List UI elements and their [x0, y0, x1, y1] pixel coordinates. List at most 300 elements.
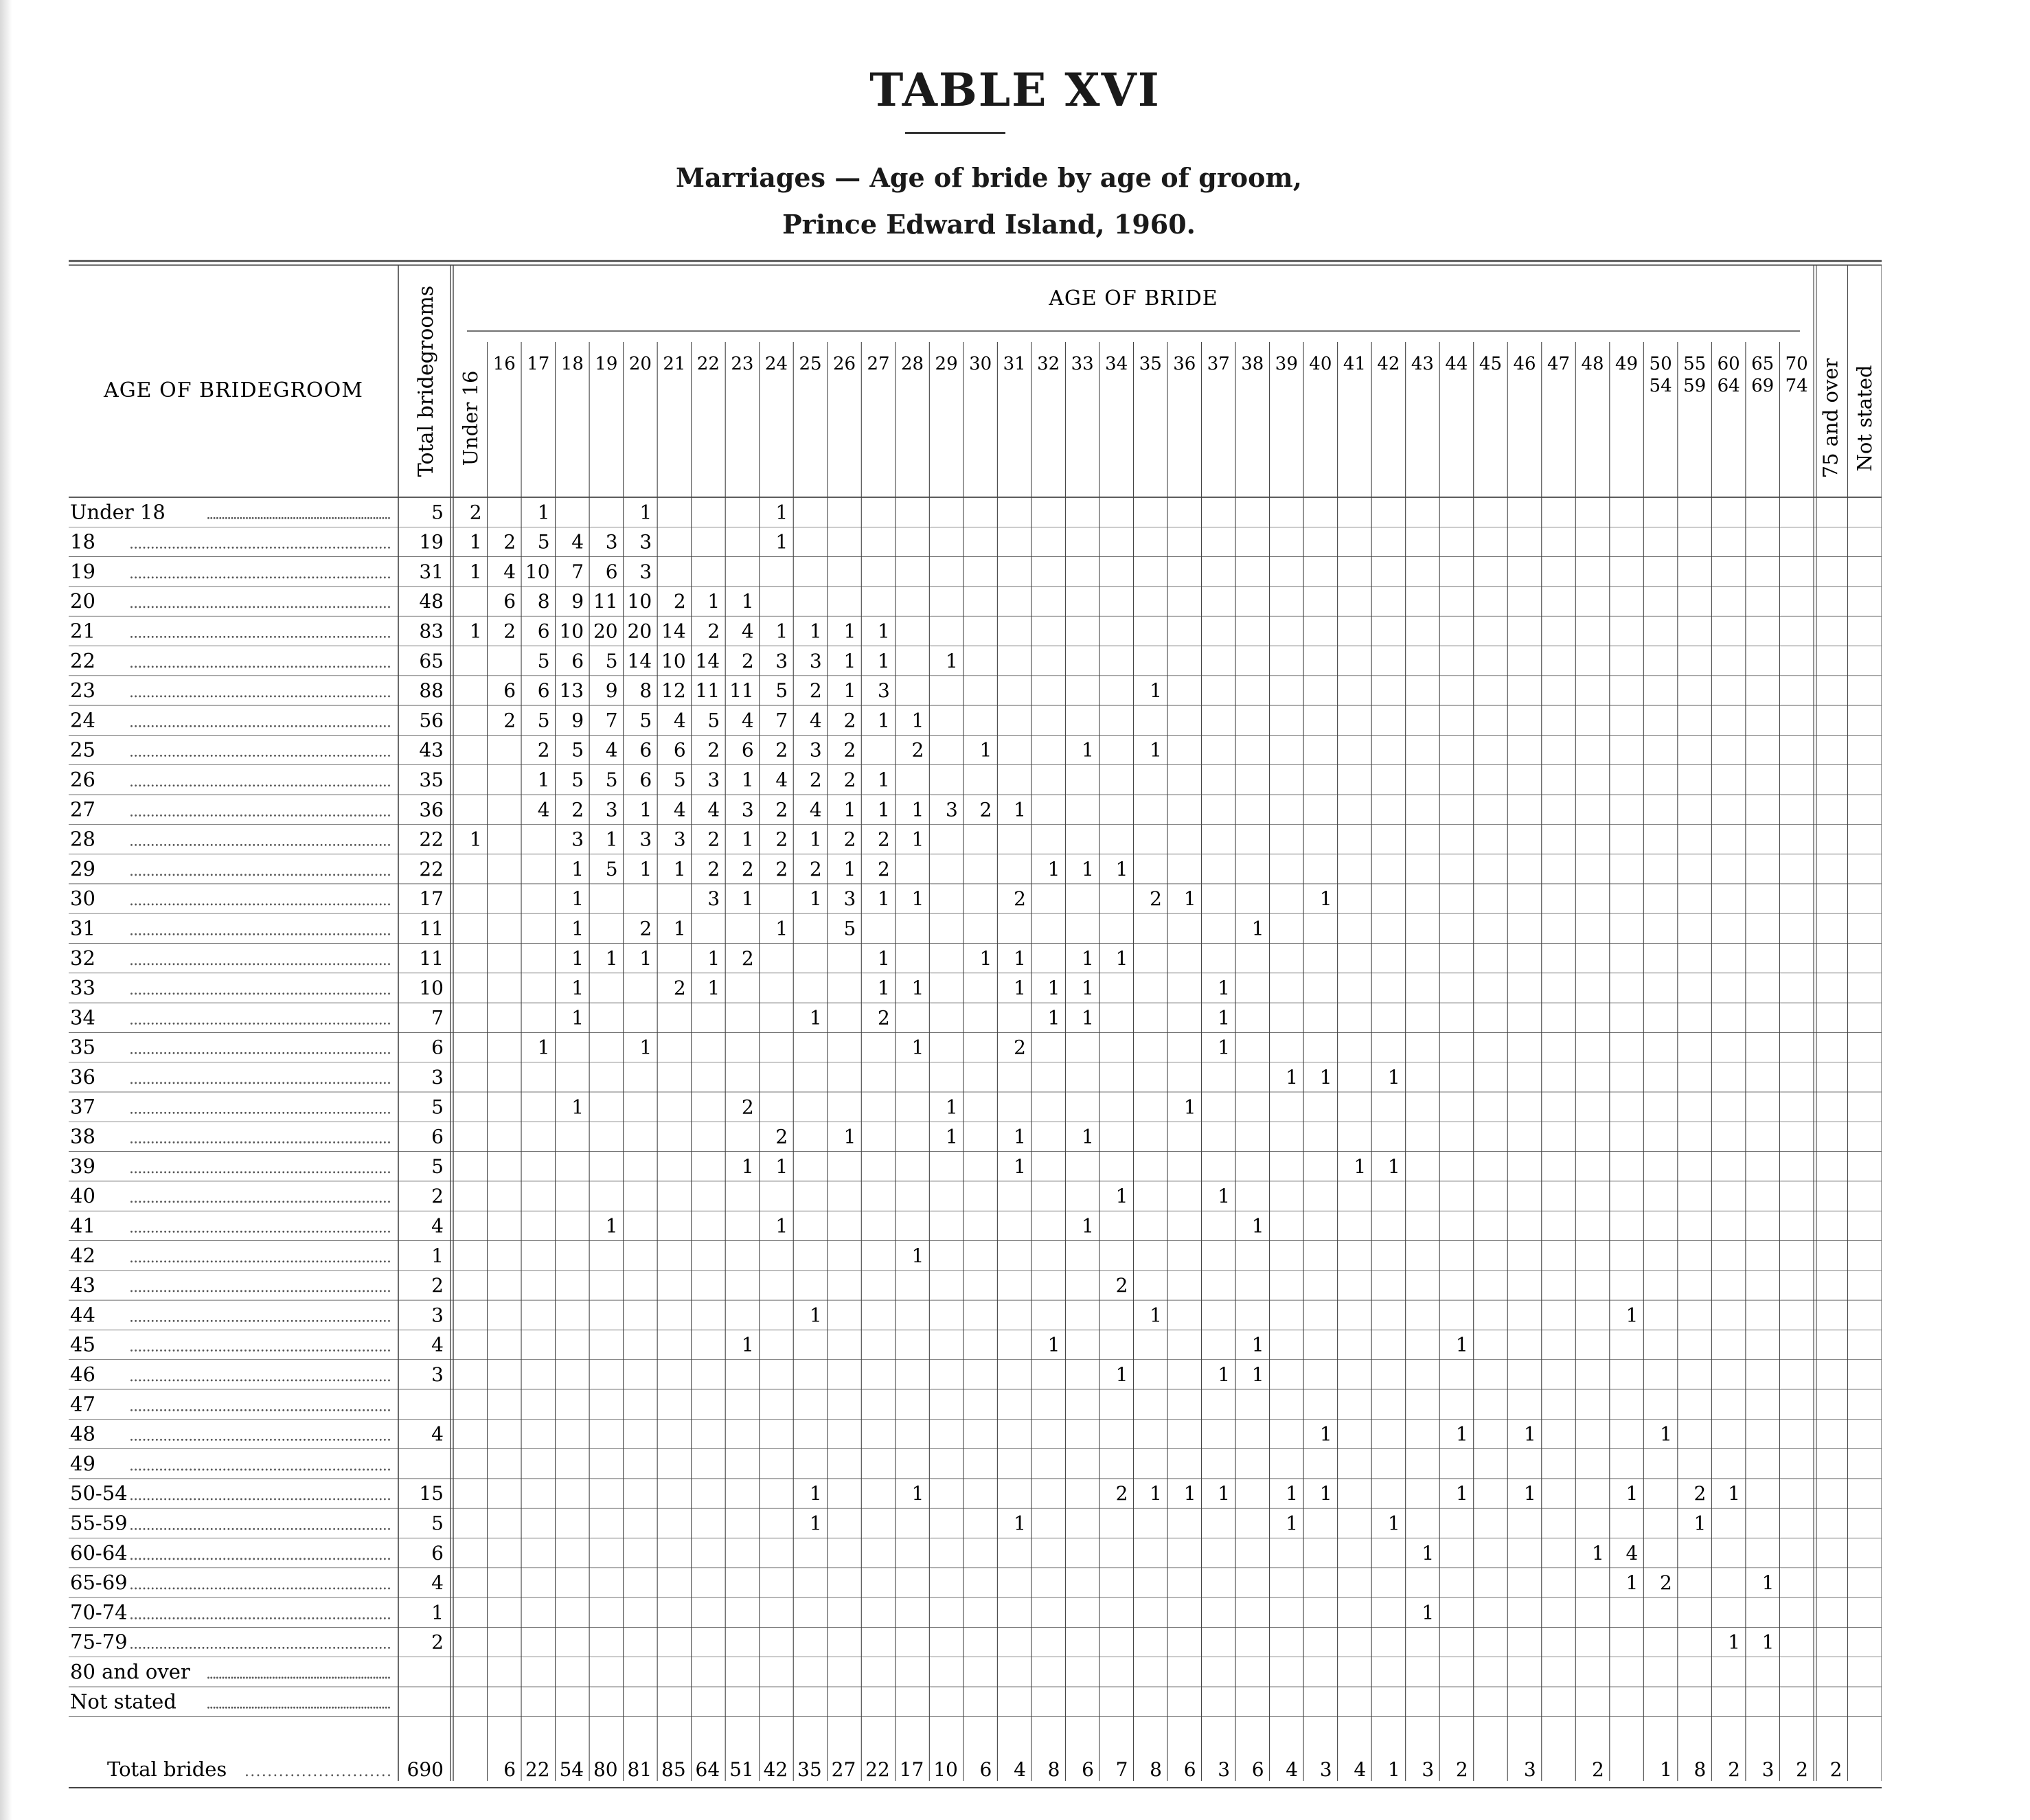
table-cell-value: 4 — [741, 619, 754, 643]
table-cell-value: 2 — [503, 709, 516, 732]
grand-total: 690 — [407, 1758, 444, 1781]
row-label: 31 — [70, 916, 95, 940]
totals-label: Total brides — [107, 1758, 227, 1781]
row-label: 23 — [70, 679, 95, 703]
table-cell-value: 2 — [503, 530, 516, 554]
table-cell-value: 2 — [775, 857, 788, 880]
leader-dots: .............................................................. — [129, 1516, 391, 1534]
total-brides-value: 54 — [559, 1758, 584, 1781]
table-cell-value: 4 — [673, 709, 686, 732]
table-cell-value: 5 — [571, 738, 584, 762]
leader-dots: .............................................................. — [129, 714, 391, 731]
row-label: 75-79 — [70, 1630, 128, 1654]
table-cell-value: 5 — [537, 709, 550, 732]
row-total-bridegrooms: 4 — [431, 1333, 444, 1356]
table-cell-value: 2 — [979, 798, 992, 821]
leader-dots: .............................................................. — [129, 803, 391, 821]
table-cell-value: 1 — [877, 769, 890, 791]
row-total-bridegrooms: 22 — [419, 857, 444, 880]
row-label: 49 — [70, 1451, 95, 1475]
table-cell-value: 4 — [1626, 1541, 1639, 1565]
leader-dots: .......................... — [244, 1763, 391, 1780]
table-cell-value: 2 — [469, 501, 482, 524]
bride-column-header: 49 — [1615, 354, 1639, 374]
row-label: 18 — [70, 530, 95, 554]
table-cell-value: 1 — [911, 887, 924, 911]
row-label: Under 18 — [70, 500, 166, 524]
table-cell-value: 6 — [537, 619, 550, 643]
table-cell-value: 1 — [1387, 1066, 1400, 1089]
row-total-bridegrooms: 2 — [431, 1630, 444, 1654]
bride-column-header: Under 16 — [458, 370, 482, 466]
table-cell-value: 1 — [911, 828, 924, 851]
table-cell-value: 1 — [1319, 1066, 1332, 1089]
row-label: 30 — [70, 887, 95, 911]
table-cell-value: 1 — [809, 828, 822, 851]
table-cell-value: 1 — [1047, 977, 1060, 1000]
table-cell-value: 1 — [741, 769, 754, 791]
total-brides-value: 81 — [627, 1758, 652, 1781]
marriages-table-grid — [69, 260, 1882, 1798]
bride-column-header: 16 — [492, 354, 516, 374]
table-cell-value: 1 — [877, 798, 890, 821]
table-cell-value: 3 — [843, 887, 856, 911]
table-cell-value: 5 — [605, 649, 618, 672]
table-cell-value: 6 — [503, 590, 516, 613]
total-brides-value: 8 — [1693, 1758, 1707, 1781]
table-cell-value: 1 — [1082, 1006, 1094, 1030]
row-total-bridegrooms: 3 — [431, 1304, 444, 1327]
table-cell-value: 8 — [537, 590, 550, 613]
table-cell-value: 1 — [639, 798, 652, 821]
total-brides-value: 64 — [695, 1758, 720, 1781]
table-cell-value: 3 — [707, 769, 720, 791]
table-cell-value: 5 — [605, 769, 618, 791]
table-cell-value: 1 — [1761, 1571, 1775, 1595]
age-of-bride-header: AGE OF BRIDE — [1049, 286, 1218, 310]
table-cell-value: 1 — [1115, 1363, 1128, 1386]
table-cell-value: 1 — [571, 1095, 584, 1119]
leader-dots: .............................................................. — [129, 743, 391, 761]
leader-dots: .............................................................. — [129, 684, 391, 702]
table-cell-value: 3 — [741, 798, 754, 821]
table-cell-value: 1 — [469, 560, 482, 583]
table-cell-value: 1 — [1319, 887, 1332, 911]
table-cell-value: 4 — [605, 738, 618, 762]
table-cell-value: 2 — [775, 738, 788, 762]
table-cell-value: 1 — [775, 619, 788, 643]
total-bridegrooms-header: Total bridegrooms — [414, 285, 438, 477]
row-label: 21 — [70, 619, 95, 643]
table-cell-value: 2 — [1115, 1274, 1128, 1297]
table-cell-value: 1 — [707, 590, 720, 613]
row-label: 20 — [70, 589, 95, 613]
row-total-bridegrooms: 5 — [431, 1095, 444, 1119]
leader-dots: .............................................................. — [129, 1190, 391, 1207]
row-label: 29 — [70, 856, 95, 880]
table-cell-value: 1 — [1014, 977, 1026, 1000]
table-cell-value: 1 — [979, 738, 992, 762]
bride-column-header: 21 — [663, 354, 686, 374]
bride-column-header: 60 — [1717, 354, 1740, 374]
table-cell-value: 5 — [537, 530, 550, 554]
row-total-bridegrooms: 19 — [419, 530, 444, 554]
table-cell-value: 10 — [559, 619, 584, 643]
table-cell-value: 2 — [673, 590, 686, 613]
table-subtitle-line-1: Marriages — Age of bride by age of groom, — [676, 162, 1302, 193]
bride-column-header: 24 — [764, 354, 788, 374]
table-cell-value: 1 — [877, 977, 890, 1000]
stub-header: AGE OF BRIDEGROOM — [104, 378, 363, 402]
row-label: 22 — [70, 648, 95, 672]
table-cell-value: 1 — [1183, 1482, 1196, 1505]
table-cell-value: 1 — [809, 887, 822, 911]
table-cell-value: 1 — [1286, 1066, 1299, 1089]
table-cell-value: 1 — [673, 917, 686, 940]
table-cell-value: 1 — [809, 1304, 822, 1327]
table-cell-value: 1 — [1115, 946, 1128, 970]
table-cell-value: 3 — [639, 530, 652, 554]
row-total-bridegrooms: 4 — [431, 1571, 444, 1595]
table-cell-value: 2 — [877, 828, 890, 851]
table-cell-value: 1 — [809, 1482, 822, 1505]
table-cell-value: 4 — [809, 798, 822, 821]
row-total-bridegrooms: 17 — [419, 887, 444, 911]
table-cell-value: 3 — [639, 828, 652, 851]
table-cell-value: 1 — [571, 946, 584, 970]
bride-column-header: 22 — [696, 354, 720, 374]
table-cell-value: 1 — [1150, 738, 1162, 762]
total-brides-value: 4 — [1354, 1758, 1367, 1781]
bride-column-header-range-end: 54 — [1649, 376, 1672, 396]
leader-dots: .............................................................. — [129, 1040, 391, 1058]
row-label: 27 — [70, 797, 95, 821]
row-total-bridegrooms: 88 — [419, 679, 444, 703]
table-cell-value: 1 — [1082, 738, 1094, 762]
bride-column-header-range-end: 74 — [1785, 376, 1808, 396]
row-label: 26 — [70, 768, 95, 791]
table-cell-value: 1 — [843, 857, 856, 880]
bride-column-header: 65 — [1751, 354, 1775, 374]
table-cell-value: 9 — [571, 709, 584, 732]
table-cell-value: 1 — [1218, 1482, 1231, 1505]
leader-dots: .............................................................. — [129, 1308, 391, 1326]
leader-dots: .............................................................. — [206, 1695, 392, 1713]
table-cell-value: 1 — [1082, 977, 1094, 1000]
total-brides-value: 35 — [797, 1758, 822, 1781]
table-cell-value: 1 — [1387, 1512, 1400, 1535]
table-cell-value: 1 — [1183, 1095, 1196, 1119]
table-cell-value: 4 — [537, 798, 550, 821]
leader-dots: .............................................................. — [129, 1159, 391, 1177]
table-cell-value: 2 — [1150, 887, 1162, 911]
total-brides-value: 1 — [1387, 1758, 1400, 1781]
table-cell-value: 1 — [1422, 1541, 1435, 1565]
table-cell-value: 1 — [1047, 1006, 1060, 1030]
table-cell-value: 20 — [627, 619, 652, 643]
page-edge-shadow — [0, 0, 12, 1820]
table-cell-value: 2 — [639, 917, 652, 940]
row-label: 35 — [70, 1035, 95, 1059]
row-total-bridegrooms: 15 — [419, 1482, 444, 1505]
table-cell-value: 1 — [877, 887, 890, 911]
table-cell-value: 2 — [741, 649, 754, 672]
table-cell-value: 1 — [1047, 857, 1060, 880]
table-cell-value: 1 — [1014, 946, 1026, 970]
row-label: 43 — [70, 1273, 95, 1297]
total-brides-value: 80 — [593, 1758, 618, 1781]
table-cell-value: 1 — [946, 1095, 958, 1119]
row-total-bridegrooms: 31 — [419, 560, 444, 583]
row-total-bridegrooms: 11 — [419, 917, 444, 940]
leader-dots: .............................................................. — [129, 1100, 391, 1118]
table-cell-value: 1 — [571, 887, 584, 911]
table-cell-value: 1 — [1319, 1482, 1332, 1505]
total-brides-value: 3 — [1218, 1758, 1231, 1781]
table-cell-value: 2 — [843, 738, 856, 762]
bride-column-header: 48 — [1581, 354, 1604, 374]
row-label: 48 — [70, 1422, 95, 1446]
row-total-bridegrooms: 3 — [431, 1363, 444, 1386]
row-total-bridegrooms: 5 — [431, 1512, 444, 1535]
row-label: 25 — [70, 738, 95, 762]
table-cell-value: 2 — [503, 619, 516, 643]
table-cell-value: 1 — [843, 679, 856, 703]
table-cell-value: 1 — [1422, 1601, 1435, 1624]
table-cell-value: 5 — [639, 709, 652, 732]
table-cell-value: 1 — [741, 828, 754, 851]
table-cell-value: 1 — [1251, 1363, 1264, 1386]
total-brides-value: 22 — [865, 1758, 890, 1781]
table-cell-value: 2 — [809, 679, 822, 703]
row-label: 50-54 — [70, 1481, 128, 1505]
row-total-bridegrooms: 1 — [431, 1244, 444, 1267]
row-total-bridegrooms: 48 — [419, 590, 444, 613]
bride-column-header: 37 — [1207, 354, 1230, 374]
table-cell-value: 14 — [661, 619, 686, 643]
row-label: 60-64 — [70, 1540, 128, 1565]
row-total-bridegrooms: 6 — [431, 1036, 444, 1059]
table-cell-value: 1 — [1218, 1006, 1231, 1030]
row-total-bridegrooms: 2 — [431, 1185, 444, 1208]
total-brides-value: 6 — [1183, 1758, 1196, 1781]
table-cell-value: 1 — [946, 649, 958, 672]
bride-column-header: 45 — [1479, 354, 1503, 374]
bride-column-header: 44 — [1445, 354, 1468, 374]
leader-dots: .............................................................. — [206, 1665, 392, 1683]
bride-column-header: 46 — [1513, 354, 1536, 374]
bride-column-header: 39 — [1275, 354, 1298, 374]
total-brides-value: 2 — [1591, 1758, 1604, 1781]
table-cell-value: 2 — [741, 1095, 754, 1119]
table-cell-value: 1 — [1082, 1125, 1094, 1148]
table-cell-value: 1 — [1218, 1185, 1231, 1208]
table-cell-value: 1 — [469, 619, 482, 643]
table-cell-value: 4 — [775, 769, 788, 791]
table-cell-value: 2 — [775, 828, 788, 851]
bride-column-header: 19 — [595, 354, 618, 374]
table-cell-value: 1 — [911, 1036, 924, 1059]
total-brides-value: 3 — [1761, 1758, 1775, 1781]
table-cell-value: 2 — [707, 738, 720, 762]
bride-column-header: 31 — [1003, 354, 1026, 374]
total-brides-value: 22 — [525, 1758, 550, 1781]
bride-column-header: 34 — [1105, 354, 1128, 374]
table-cell-value: 1 — [469, 828, 482, 851]
table-cell-value: 4 — [503, 560, 516, 583]
table-cell-value: 1 — [1761, 1630, 1775, 1654]
row-label: 37 — [70, 1095, 95, 1119]
total-brides-value: 51 — [729, 1758, 754, 1781]
total-brides-value: 6 — [503, 1758, 516, 1781]
bride-column-header: 75 and over — [1818, 358, 1843, 479]
table-cell-value: 6 — [741, 738, 754, 762]
row-total-bridegrooms: 4 — [431, 1422, 444, 1446]
table-cell-value: 1 — [1728, 1482, 1740, 1505]
row-total-bridegrooms: 83 — [419, 619, 444, 643]
table-cell-value: 1 — [775, 530, 788, 554]
table-cell-value: 6 — [639, 769, 652, 791]
row-label: 45 — [70, 1332, 95, 1356]
table-cell-value: 2 — [1014, 1036, 1026, 1059]
table-cell-value: 2 — [1660, 1571, 1672, 1595]
table-cell-value: 1 — [741, 887, 754, 911]
table-cell-value: 2 — [707, 857, 720, 880]
table-cell-value: 1 — [1728, 1630, 1740, 1654]
leader-dots: .............................................................. — [129, 951, 391, 969]
table-cell-value: 5 — [605, 857, 618, 880]
total-brides-value: 3 — [1422, 1758, 1435, 1781]
row-total-bridegrooms: 5 — [431, 1154, 444, 1178]
table-cell-value: 11 — [593, 590, 618, 613]
table-cell-value: 7 — [775, 709, 788, 732]
total-brides-value: 10 — [933, 1758, 958, 1781]
table-cell-value: 14 — [627, 649, 652, 672]
table-cell-value: 12 — [661, 679, 686, 703]
row-label: 55-59 — [70, 1511, 128, 1535]
table-cell-value: 20 — [593, 619, 618, 643]
table-cell-value: 6 — [571, 649, 584, 672]
total-brides-value: 6 — [979, 1758, 992, 1781]
table-cell-value: 4 — [707, 798, 720, 821]
table-cell-value: 1 — [843, 649, 856, 672]
table-cell-value: 1 — [809, 1512, 822, 1535]
table-cell-value: 1 — [1082, 946, 1094, 970]
leader-dots: .............................................................. — [129, 981, 391, 999]
table-cell-value: 3 — [571, 828, 584, 851]
table-cell-value: 2 — [877, 1006, 890, 1030]
row-total-bridegrooms: 6 — [431, 1125, 444, 1148]
bride-column-header: 36 — [1173, 354, 1196, 374]
bride-column-header: 55 — [1683, 354, 1707, 374]
table-cell-value: 1 — [1082, 1214, 1094, 1238]
leader-dots: .............................................................. — [129, 1368, 391, 1385]
total-brides-value: 2 — [1728, 1758, 1740, 1781]
bride-column-header: 41 — [1343, 354, 1366, 374]
leader-dots: .............................................................. — [129, 1398, 391, 1415]
table-cell-value: 1 — [639, 946, 652, 970]
row-total-bridegrooms: 43 — [419, 738, 444, 762]
row-total-bridegrooms: 3 — [431, 1066, 444, 1089]
table-cell-value: 2 — [843, 828, 856, 851]
table-cell-value: 3 — [707, 887, 720, 911]
bride-column-header: 28 — [901, 354, 924, 374]
bride-column-header: 23 — [731, 354, 754, 374]
table-cell-value: 1 — [571, 917, 584, 940]
table-cell-value: 1 — [775, 1214, 788, 1238]
leader-dots: .............................................................. — [129, 862, 391, 880]
leader-dots: .............................................................. — [129, 1279, 391, 1297]
total-brides-value: 85 — [661, 1758, 686, 1781]
table-cell-value: 4 — [571, 530, 584, 554]
row-label: 39 — [70, 1154, 95, 1178]
bride-column-header: 29 — [935, 354, 958, 374]
table-subtitle-line-2: Prince Edward Island, 1960. — [782, 209, 1196, 240]
table-cell-value: 1 — [1218, 1363, 1231, 1386]
table-cell-value: 1 — [1251, 1214, 1264, 1238]
table-cell-value: 1 — [1455, 1333, 1468, 1356]
table-cell-value: 1 — [877, 946, 890, 970]
table-cell-value: 13 — [559, 679, 584, 703]
table-cell-value: 1 — [571, 857, 584, 880]
total-brides-value: 3 — [1319, 1758, 1332, 1781]
table-cell-value: 1 — [911, 709, 924, 732]
table-cell-value: 10 — [525, 560, 550, 583]
table-cell-value: 3 — [673, 828, 686, 851]
total-brides-value: 27 — [831, 1758, 856, 1781]
table-cell-value: 1 — [1150, 1304, 1162, 1327]
table-cell-value: 1 — [639, 501, 652, 524]
leader-dots: .............................................................. — [129, 1427, 391, 1445]
table-cell-value: 1 — [1014, 1125, 1026, 1148]
table-cell-value: 14 — [695, 649, 720, 672]
table-cell-value: 1 — [1082, 857, 1094, 880]
table-cell-value: 3 — [605, 798, 618, 821]
leader-dots: .............................................................. — [129, 1606, 391, 1624]
leader-dots: .............................................................. — [129, 892, 391, 910]
table-cell-value: 3 — [639, 560, 652, 583]
total-brides-value: 2 — [1796, 1758, 1808, 1781]
leader-dots: .............................................................. — [129, 1249, 391, 1266]
table-cell-value: 1 — [1626, 1571, 1639, 1595]
table-cell-value: 1 — [1354, 1154, 1367, 1178]
bride-column-header: 25 — [799, 354, 822, 374]
table-cell-value: 1 — [809, 619, 822, 643]
table-cell-value: 2 — [809, 857, 822, 880]
bride-column-header-range-end: 69 — [1751, 376, 1775, 396]
table-cell-value: 1 — [639, 1036, 652, 1059]
row-total-bridegrooms: 22 — [419, 828, 444, 851]
table-cell-value: 4 — [673, 798, 686, 821]
row-label: 46 — [70, 1363, 95, 1386]
table-cell-value: 2 — [1014, 887, 1026, 911]
table-cell-value: 3 — [775, 649, 788, 672]
table-cell-value: 7 — [571, 560, 584, 583]
table-cell-value: 1 — [775, 501, 788, 524]
row-label: 33 — [70, 976, 95, 1000]
table-cell-value: 1 — [1218, 977, 1231, 1000]
table-cell-value: 2 — [707, 619, 720, 643]
table-cell-value: 1 — [1150, 1482, 1162, 1505]
table-cell-value: 1 — [537, 1036, 550, 1059]
row-label: 44 — [70, 1303, 95, 1327]
total-brides-value: 17 — [899, 1758, 924, 1781]
row-total-bridegrooms: 65 — [419, 649, 444, 672]
table-cell-value: 2 — [537, 738, 550, 762]
leader-dots: .............................................................. — [129, 565, 391, 582]
leader-dots: .............................................................. — [129, 1338, 391, 1356]
table-cell-value: 1 — [1455, 1482, 1468, 1505]
